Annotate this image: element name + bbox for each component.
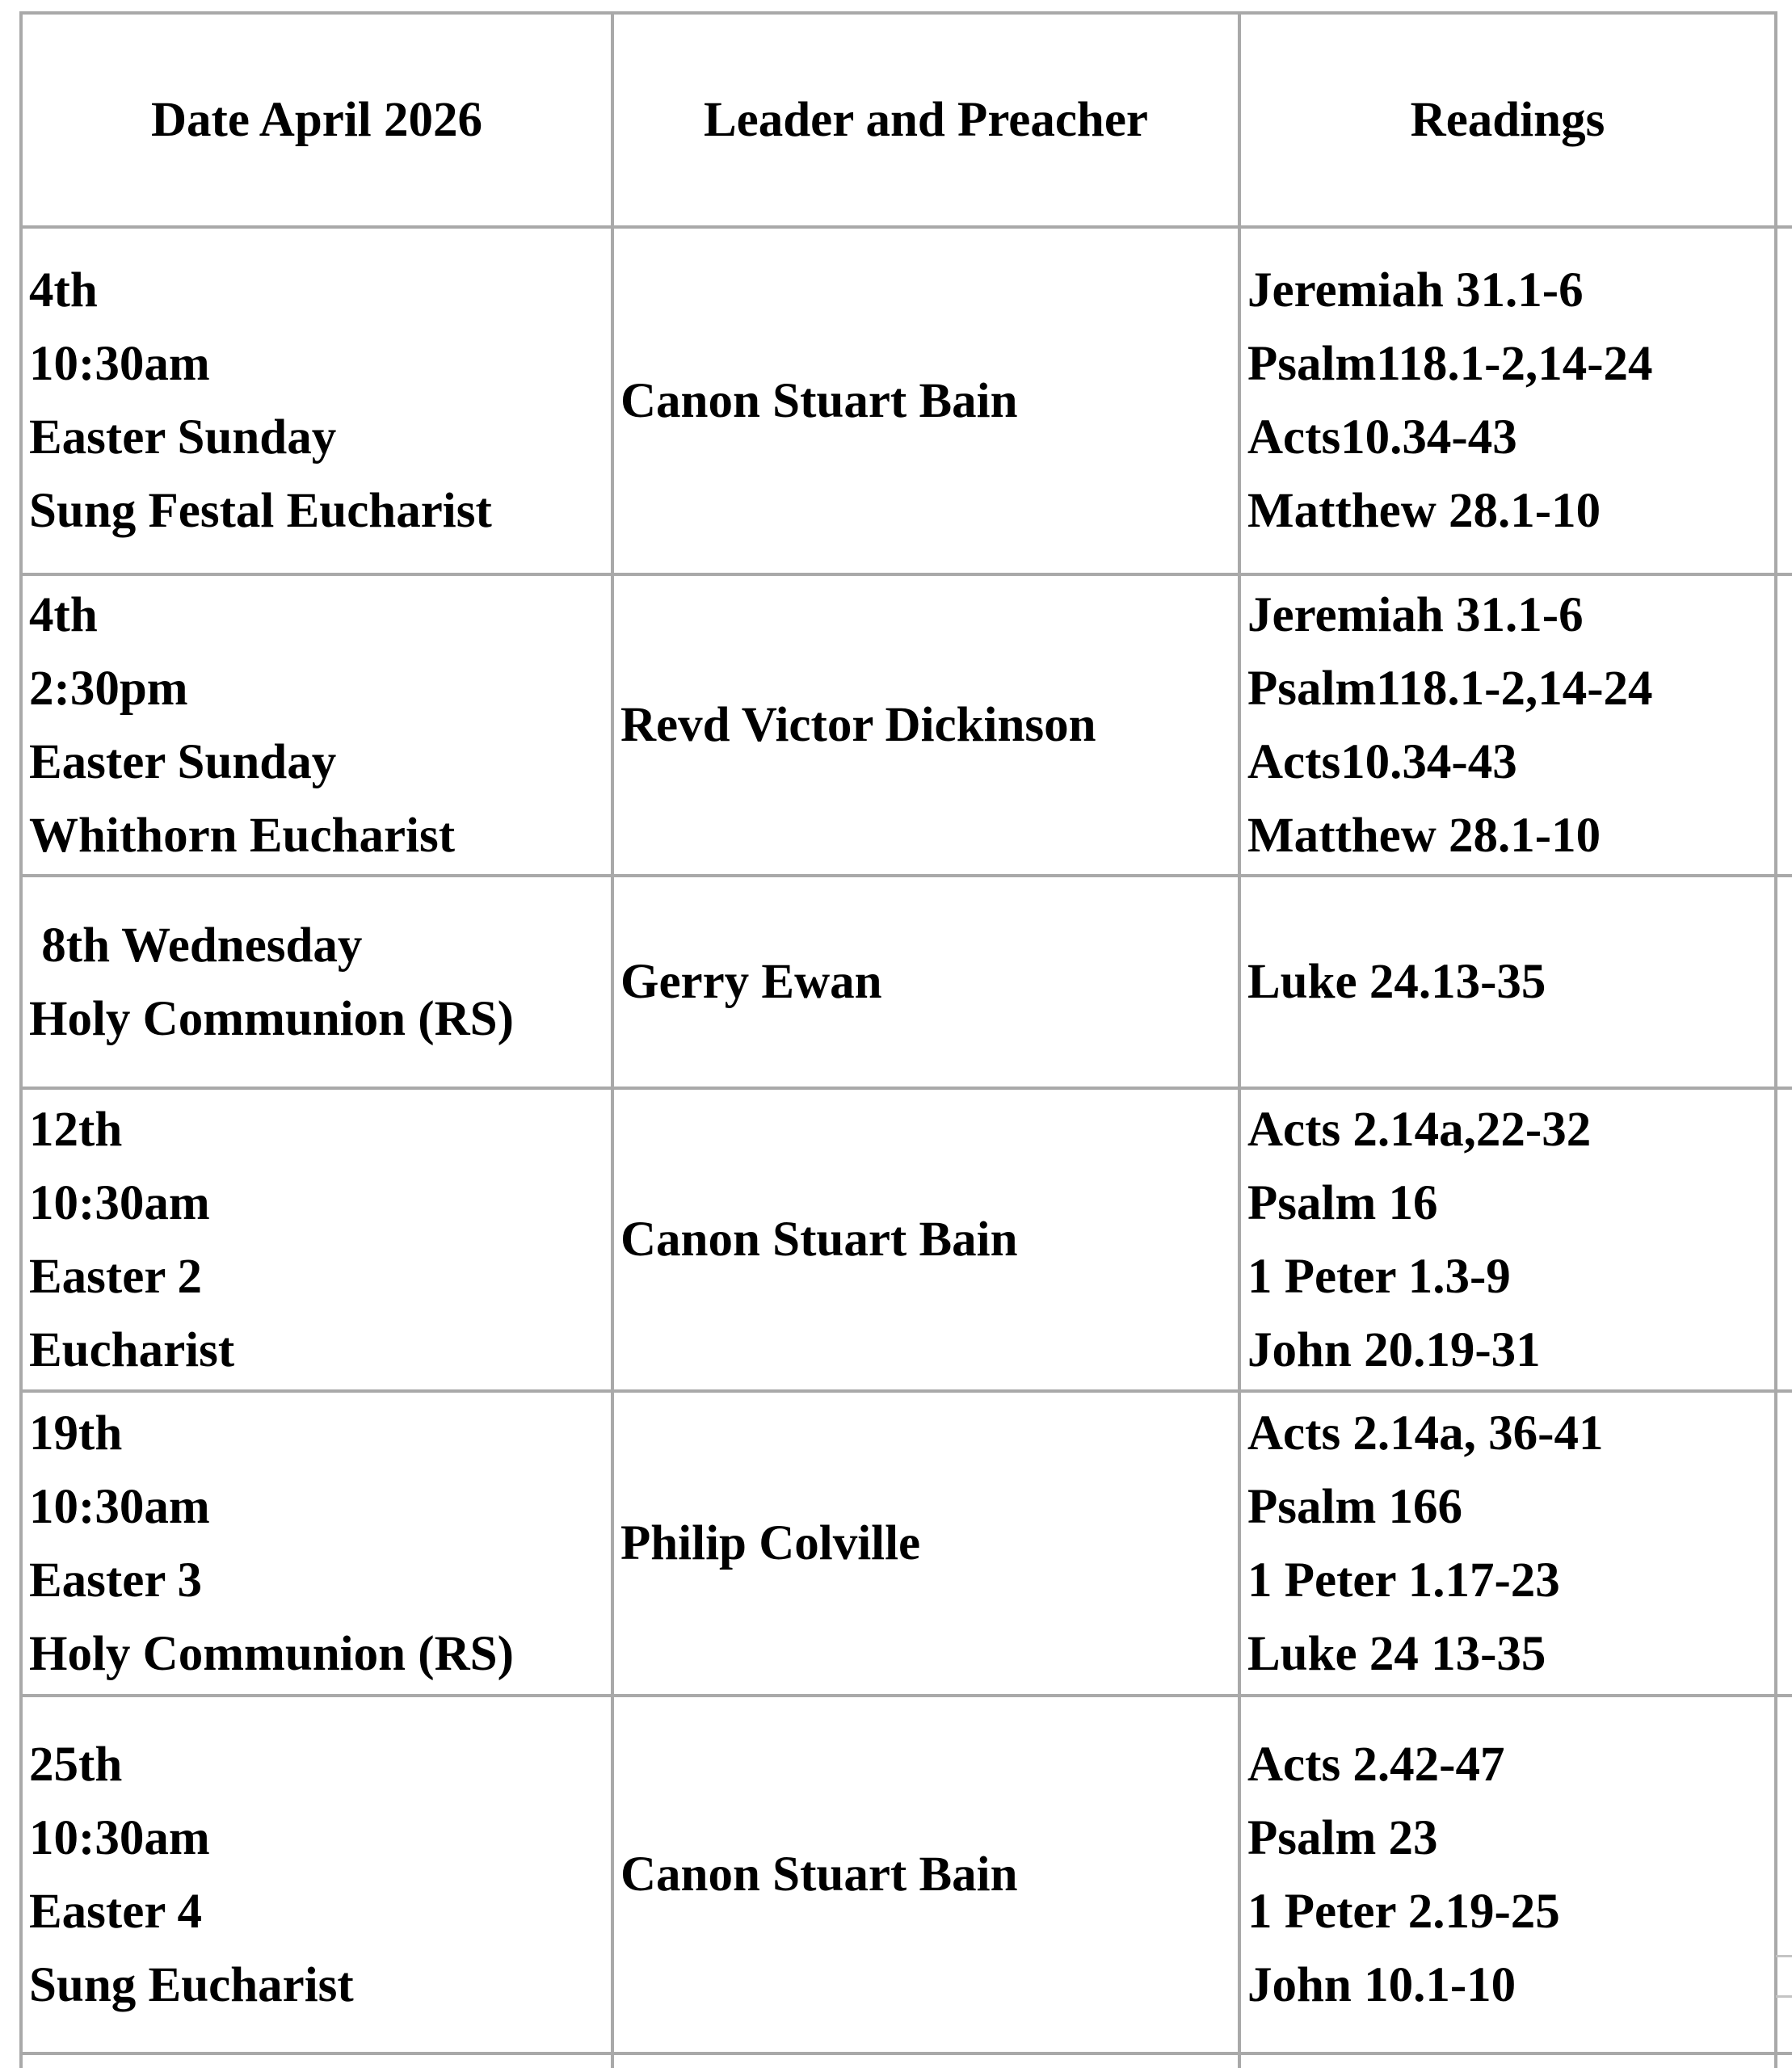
- table-row-1-readings: [1247, 229, 1773, 573]
- table-row-4-leader: Canon Stuart Bain: [620, 1213, 1018, 1267]
- table-row-5-leader: Philip Colville: [620, 1516, 921, 1570]
- table-divider-date-leader: [611, 11, 614, 2068]
- reading: Acts 2.42-47: [1247, 1737, 1505, 1792]
- table-row-3-date: [29, 877, 608, 1087]
- table-border-left: [19, 11, 23, 2068]
- reading: 1 Peter 1.3-9: [1247, 1249, 1511, 1304]
- table-row-2-readings: [1247, 576, 1773, 874]
- table-row-4-date: [29, 1090, 608, 1389]
- reading: Acts 2.14a, 36-41: [1247, 1406, 1604, 1461]
- reading: John 20.19-31: [1247, 1322, 1541, 1377]
- table-row-3-readings: [1247, 877, 1773, 1087]
- table-row-6-leader: Canon Stuart Bain: [620, 1847, 1018, 1902]
- occasion-line: Easter Sunday: [29, 734, 337, 789]
- table-row-6-readings: [1247, 1697, 1773, 2052]
- table-row-1-leader: Canon Stuart Bain: [620, 373, 1018, 428]
- time-line: 10:30am: [29, 337, 210, 391]
- date-line: 8th Wednesday: [29, 918, 363, 973]
- edge-artifact: [1776, 1955, 1792, 1957]
- table-row-2-leader: Revd Victor Dickinson: [620, 698, 1096, 752]
- reading: Matthew 28.1-10: [1247, 484, 1601, 538]
- reading: Psalm118.1-2,14-24: [1247, 337, 1653, 391]
- table-row-4-readings: [1247, 1090, 1773, 1389]
- time-line: 10:30am: [29, 1810, 210, 1865]
- occasion-line: Easter 2: [29, 1249, 203, 1304]
- service-line: Sung Festal Eucharist: [29, 484, 492, 538]
- reading: Psalm 23: [1247, 1810, 1438, 1865]
- time-line: 10:30am: [29, 1479, 210, 1534]
- service-line: Sung Eucharist: [29, 1957, 354, 2012]
- service-line: Eucharist: [29, 1322, 235, 1377]
- reading: Psalm 166: [1247, 1479, 1463, 1534]
- table-border-right: [1774, 11, 1777, 2068]
- service-line: Whithorn Eucharist: [29, 808, 456, 863]
- header-readings: Readings: [1410, 93, 1605, 147]
- time-line: 10:30am: [29, 1175, 210, 1230]
- date-line: 25th: [29, 1737, 123, 1792]
- date-line: 12th: [29, 1102, 123, 1157]
- occasion-line: Easter 3: [29, 1553, 203, 1608]
- table-row-6-date: [29, 1697, 608, 2052]
- reading: Psalm 16: [1247, 1175, 1438, 1230]
- reading: Luke 24.13-35: [1247, 955, 1546, 1009]
- date-line: 4th: [29, 587, 98, 642]
- occasion-line: Easter 4: [29, 1884, 203, 1939]
- service-line: Holy Communion (RS): [29, 991, 514, 1046]
- reading: Acts10.34-43: [1247, 734, 1517, 789]
- table-divider-leader-readings: [1238, 11, 1241, 2068]
- date-line: 4th: [29, 263, 98, 317]
- header-date: Date April 2026: [150, 93, 483, 147]
- reading: Jeremiah 31.1-6: [1247, 263, 1584, 317]
- row-divider-7: [21, 2052, 1792, 2055]
- occasion-line: Easter Sunday: [29, 410, 337, 464]
- reading: 1 Peter 1.17-23: [1247, 1553, 1560, 1608]
- reading: Jeremiah 31.1-6: [1247, 587, 1584, 642]
- reading: John 10.1-10: [1247, 1957, 1516, 2012]
- reading: 1 Peter 2.19-25: [1247, 1884, 1560, 1939]
- header-leader: Leader and Preacher: [703, 93, 1149, 147]
- table-row-2-date: [29, 576, 608, 874]
- reading: Matthew 28.1-10: [1247, 808, 1601, 863]
- table-row-1-date: [29, 229, 608, 573]
- service-line: Holy Communion (RS): [29, 1626, 514, 1681]
- reading: Acts 2.14a,22-32: [1247, 1102, 1592, 1157]
- reading: Luke 24 13-35: [1247, 1626, 1546, 1681]
- time-line: 2:30pm: [29, 661, 188, 716]
- edge-artifact: [1776, 1995, 1792, 1998]
- reading: Acts10.34-43: [1247, 410, 1517, 464]
- table-row-5-readings: [1247, 1393, 1773, 1694]
- date-line: 19th: [29, 1406, 123, 1461]
- table-row-3-leader: Gerry Ewan: [620, 955, 882, 1009]
- table-row-5-date: [29, 1393, 608, 1694]
- reading: Psalm118.1-2,14-24: [1247, 661, 1653, 716]
